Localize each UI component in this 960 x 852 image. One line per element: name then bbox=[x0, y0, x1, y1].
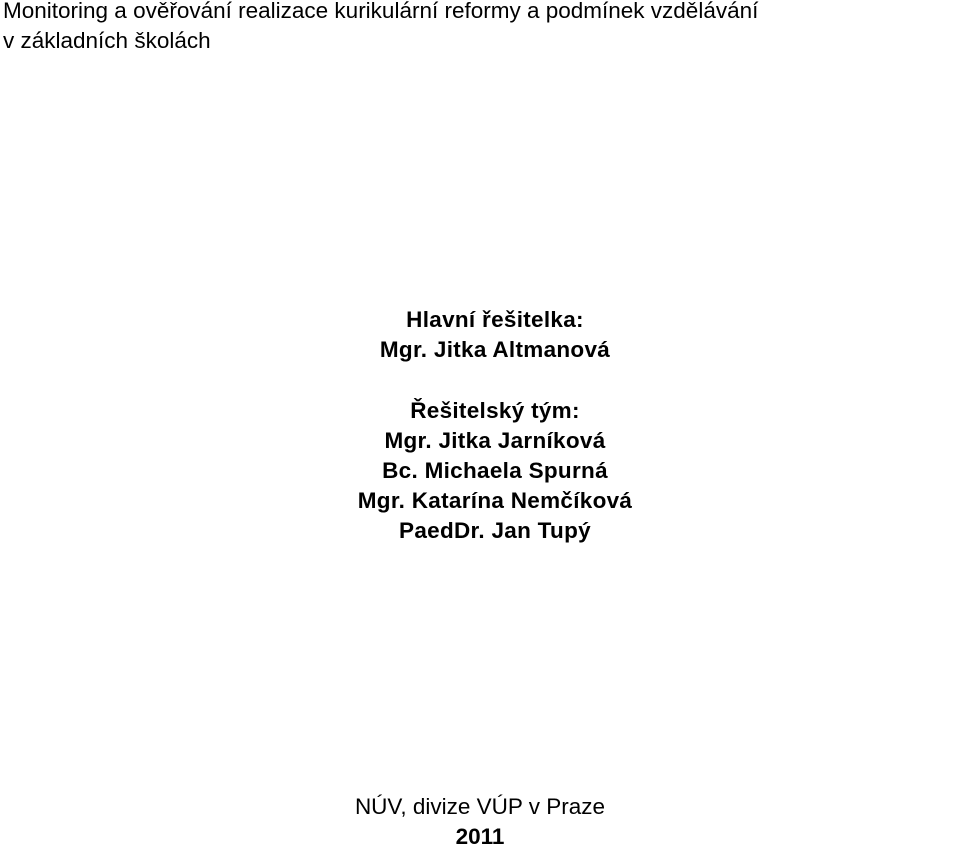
lead-researcher-block bbox=[0, 305, 960, 365]
team-label: Řešitelský tým: bbox=[410, 398, 580, 423]
team-member: PaedDr. Jan Tupý bbox=[399, 518, 591, 543]
footer-year: 2011 bbox=[455, 824, 505, 849]
title-line-1: Monitoring a ověřování realizace kurikulární reformy a podmínek vzdělávání bbox=[3, 0, 759, 23]
title-line-2: v základních školách bbox=[3, 28, 211, 53]
document-title bbox=[3, 0, 758, 56]
lead-researcher-name: Mgr. Jitka Altmanová bbox=[379, 337, 611, 362]
lead-researcher-label: Hlavní řešitelka: bbox=[406, 307, 584, 332]
footer-institution: NÚV, divize VÚP v Praze bbox=[354, 794, 606, 819]
team-block bbox=[0, 396, 960, 546]
team-member: Mgr. Jitka Jarníková bbox=[384, 428, 606, 453]
team-member: Bc. Michaela Spurná bbox=[382, 458, 608, 483]
document-footer bbox=[0, 792, 960, 852]
team-member: Mgr. Katarína Nemčíková bbox=[357, 488, 633, 513]
